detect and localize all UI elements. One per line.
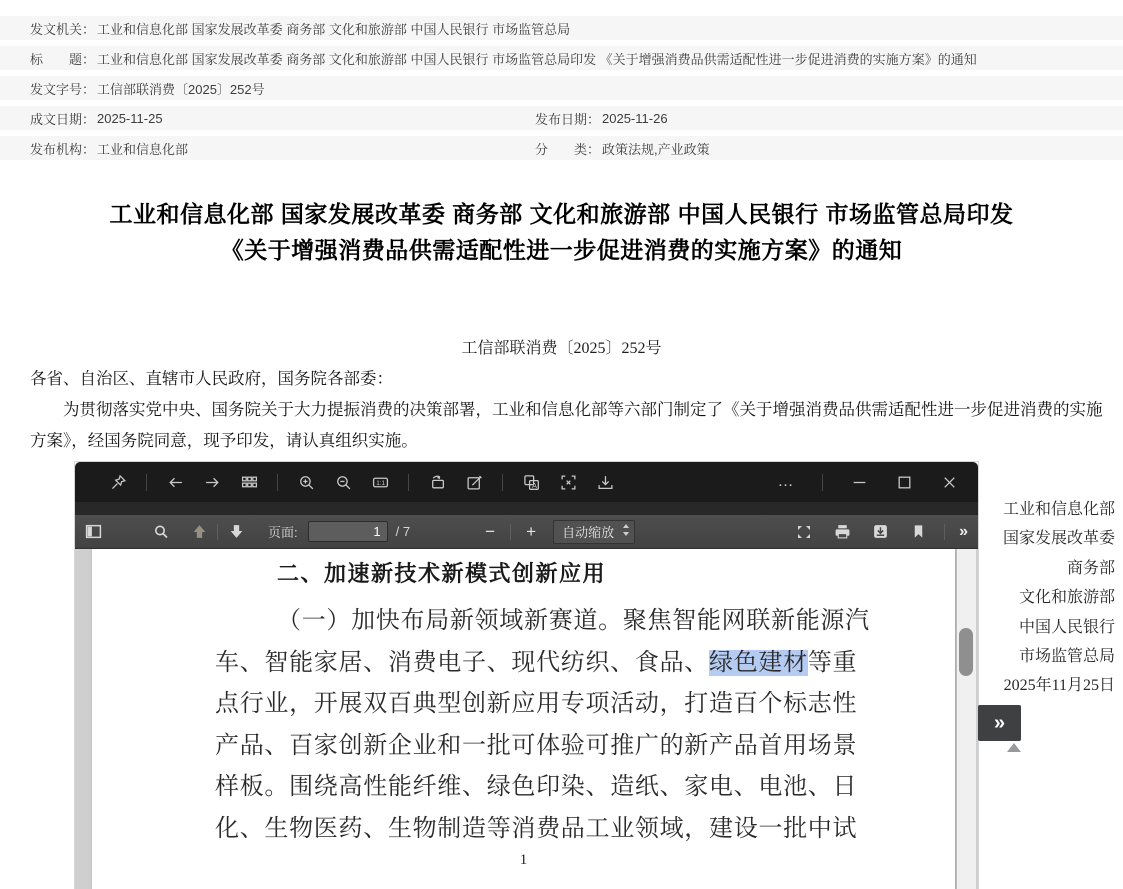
pdf-app-toolbar bbox=[75, 462, 978, 502]
signature-line: 中国人民银行 bbox=[1018, 618, 1115, 636]
page-label: 页面: bbox=[268, 525, 298, 540]
document-number: 工信部联消费〔2025〕252号 bbox=[461, 340, 662, 357]
minimize-icon[interactable] bbox=[850, 473, 868, 491]
salutation: 各省、自治区、直辖市人民政府，国务院各部委： bbox=[30, 369, 393, 388]
title-label: 标 题： bbox=[30, 51, 96, 67]
meta-row-dates bbox=[0, 106, 1123, 130]
save-download-icon[interactable] bbox=[596, 473, 614, 491]
maximize-icon[interactable] bbox=[895, 473, 913, 491]
pdf-page-number: 1 bbox=[519, 852, 528, 868]
expand-panel-button[interactable]: » bbox=[978, 705, 1021, 741]
document-meta-table bbox=[0, 16, 1123, 166]
doc-no-value: 工信部联消费〔2025〕252号 bbox=[97, 81, 265, 97]
presentation-mode-icon[interactable] bbox=[792, 520, 816, 544]
toolbar-separator bbox=[146, 474, 147, 491]
svg-text:A: A bbox=[531, 480, 537, 490]
zoom-in-button[interactable]: + bbox=[526, 521, 537, 541]
signature-block bbox=[1003, 495, 1115, 701]
rotate-icon[interactable] bbox=[428, 473, 446, 491]
close-icon[interactable] bbox=[940, 473, 958, 491]
written-date-label: 成文日期： bbox=[30, 111, 96, 127]
toolbar-separator bbox=[277, 474, 278, 491]
zoom-mode-select[interactable] bbox=[553, 520, 635, 544]
page-up-icon[interactable] bbox=[187, 520, 211, 544]
toolbar-separator bbox=[944, 524, 945, 540]
annotate-icon[interactable] bbox=[465, 473, 483, 491]
doc-no-label: 发文字号： bbox=[30, 81, 96, 97]
download-icon[interactable] bbox=[868, 520, 892, 544]
toolbar-separator bbox=[822, 474, 823, 491]
pdf-text-line: 产品、百家创新企业和一批可体验可推广的新产品首用场景 bbox=[215, 733, 858, 759]
pdf-text-line bbox=[215, 642, 857, 677]
toolbar-separator bbox=[408, 474, 409, 491]
zoom-out-button[interactable]: − bbox=[485, 521, 496, 541]
signature-line: 国家发展改革委 bbox=[1002, 530, 1115, 548]
zoom-in-icon[interactable] bbox=[297, 473, 315, 491]
toolbar-gap-strip bbox=[75, 502, 978, 515]
pdf-text-line: 样板。围绕高性能纤维、绿色印染、造纸、家电、电池、日 bbox=[215, 774, 858, 800]
translate-icon[interactable] bbox=[522, 473, 540, 491]
svg-text:1:1: 1:1 bbox=[375, 479, 385, 487]
written-date-value: 2025-11-25 bbox=[97, 110, 163, 126]
title-value: 工业和信息化部 国家发展改革委 商务部 文化和旅游部 中国人民银行 市场监管总局印发 《关于增强消费品供需适配性进一步促进消费的实施方案》的通知 bbox=[97, 51, 977, 67]
print-icon[interactable] bbox=[830, 520, 854, 544]
publish-date-label: 发布日期： bbox=[535, 111, 601, 127]
forward-arrow-icon[interactable] bbox=[203, 473, 221, 491]
pdf-page bbox=[92, 549, 955, 889]
meta-row-doc-no bbox=[0, 76, 1123, 100]
search-icon[interactable] bbox=[149, 520, 173, 544]
category-value: 政策法规,产业政策 bbox=[602, 141, 710, 157]
secondary-toolbar-toggle[interactable]: » bbox=[959, 522, 968, 540]
signature-line: 工业和信息化部 bbox=[1002, 501, 1115, 518]
pdf-text-line: （一）加快布局新领域新赛道。聚焦智能网联新能源汽 bbox=[277, 608, 870, 634]
signature-date: 2025年11月25日 bbox=[1003, 677, 1115, 695]
page-title-line2: 《关于增强消费品供需适配性进一步促进消费的实施方案》的通知 bbox=[220, 237, 903, 263]
publish-date-value: 2025-11-26 bbox=[602, 110, 668, 126]
meta-row-publisher bbox=[0, 136, 1123, 160]
pin-icon[interactable] bbox=[109, 473, 127, 491]
scroll-up-arrow-icon[interactable] bbox=[1007, 743, 1021, 752]
pdf-viewer-window bbox=[75, 462, 978, 889]
issuing-org-label: 发文机关： bbox=[30, 21, 96, 37]
toolbar-separator bbox=[502, 474, 503, 491]
publisher-label: 发布机构： bbox=[30, 141, 96, 157]
page-total: / 7 bbox=[395, 524, 411, 539]
page-down-icon[interactable] bbox=[224, 520, 248, 544]
pdf-scrollbar-thumb[interactable] bbox=[959, 628, 973, 676]
zoom-out-icon[interactable] bbox=[334, 473, 352, 491]
toolbar-separator bbox=[510, 524, 511, 540]
more-options-icon[interactable]: … bbox=[777, 473, 795, 490]
thumbnails-grid-icon[interactable] bbox=[240, 473, 258, 491]
pdfjs-toolbar bbox=[75, 515, 978, 549]
signature-line: 文化和旅游部 bbox=[1018, 589, 1115, 607]
issuing-org-value: 工业和信息化部 国家发展改革委 商务部 文化和旅游部 中国人民银行 市场监管总局 bbox=[97, 21, 571, 37]
actual-size-icon[interactable] bbox=[371, 473, 389, 491]
pdf-content-area bbox=[75, 549, 978, 889]
back-arrow-icon[interactable] bbox=[166, 473, 184, 491]
signature-line: 市场监管总局 bbox=[1018, 648, 1115, 666]
publisher-value: 工业和信息化部 bbox=[97, 141, 189, 157]
meta-row-issuing-org bbox=[0, 16, 1123, 40]
screenshot-icon[interactable] bbox=[559, 473, 577, 491]
page-title-line1: 工业和信息化部 国家发展改革委 商务部 文化和旅游部 中国人民银行 市场监管总局印发 bbox=[109, 201, 1014, 227]
pdf-scrollbar-track[interactable] bbox=[957, 549, 976, 889]
select-spinner-icon bbox=[622, 523, 630, 540]
bookmark-icon[interactable] bbox=[906, 520, 930, 544]
pdf-text-line: 化、生物医药、生物制造等消费品工业领域，建设一批中试 bbox=[215, 816, 858, 842]
meta-row-title bbox=[0, 46, 1123, 70]
page-title bbox=[0, 196, 1123, 268]
pdf-text-segment: 车、智能家居、消费电子、现代纺织、食品、 bbox=[215, 650, 709, 676]
highlighted-text: 绿色建材 bbox=[709, 650, 808, 676]
document-body bbox=[30, 363, 1118, 456]
pdf-section-heading: 二、加速新技术新模式创新应用 bbox=[277, 561, 607, 586]
signature-line: 商务部 bbox=[1066, 559, 1115, 577]
zoom-mode-value: 自动缩放 bbox=[562, 525, 615, 540]
category-label: 分 类： bbox=[535, 141, 601, 157]
pdf-text-segment: 等重 bbox=[807, 650, 858, 676]
sidebar-toggle-icon[interactable] bbox=[81, 520, 105, 544]
body-paragraph: 为贯彻落实党中央、国务院关于大力提振消费的决策部署，工业和信息化部等六部门制定了《关于增强消费品供需适配性进一步促进消费的实施方案》，经国务院同意，现予印发，请认真组织实施。 bbox=[30, 400, 1103, 450]
toolbar-separator bbox=[217, 524, 218, 540]
pdf-text-line: 点行业，开展双百典型创新应用专项活动，打造百个标志性 bbox=[215, 691, 858, 717]
page-input[interactable] bbox=[308, 521, 388, 542]
